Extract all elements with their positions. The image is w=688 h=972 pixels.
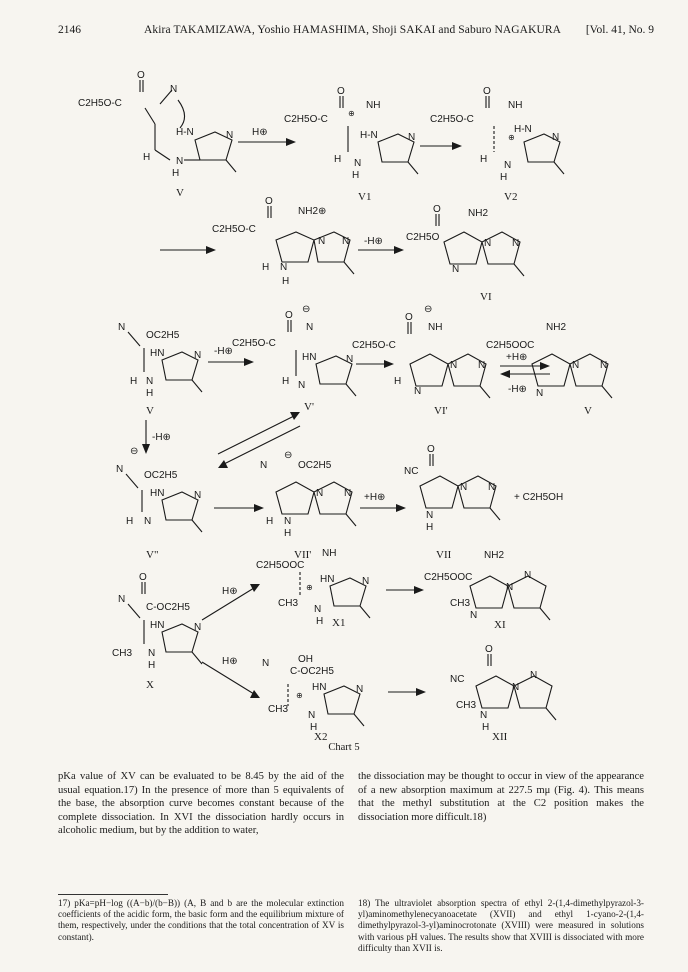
vinyl-h: H bbox=[266, 516, 274, 527]
page-number: 2146 bbox=[58, 24, 81, 36]
ring-nh: H-N bbox=[176, 127, 194, 138]
methyl-label: CH3 bbox=[268, 704, 289, 715]
structure-VI bbox=[406, 204, 524, 276]
label-X: X bbox=[146, 679, 154, 691]
amine-h: H bbox=[282, 276, 290, 287]
amine-n: N bbox=[280, 262, 288, 273]
amine-h: H bbox=[148, 660, 156, 671]
ethoxy-label: OC2H5 bbox=[146, 330, 180, 341]
label-X2: X2 bbox=[314, 731, 328, 740]
label-XI: XI bbox=[494, 619, 506, 631]
structure-X bbox=[112, 572, 202, 671]
carbonyl-o: O bbox=[137, 70, 145, 81]
structure-VII-prime bbox=[260, 450, 356, 539]
amine-h: H bbox=[284, 528, 292, 539]
structure-V2 bbox=[430, 86, 564, 183]
amine-n: N bbox=[426, 510, 434, 521]
vinyl-h: H bbox=[262, 262, 270, 273]
ring-hn: HN bbox=[150, 488, 165, 499]
page-authors: Akira TAKAMIZAWA, Yoshio HAMASHIMA, Shoji SAKAI and Saburo NAGAKURA bbox=[144, 24, 562, 36]
ring-n: N bbox=[488, 482, 496, 493]
carbonyl-o: O bbox=[139, 572, 147, 583]
ester-label: C2H5OOC bbox=[486, 340, 535, 351]
ring-n: N bbox=[450, 360, 458, 371]
label-VII-prime: VII' bbox=[294, 549, 312, 561]
label-V1: V1 bbox=[358, 191, 372, 203]
label-VI: VI bbox=[480, 291, 492, 303]
cation-mark: ⊕ bbox=[306, 583, 313, 592]
nitrile-n: N bbox=[170, 84, 178, 95]
nitrile-n: N bbox=[262, 658, 270, 669]
imine-nh: NH bbox=[508, 100, 523, 111]
ester-label: C2H5OOC bbox=[424, 572, 473, 583]
anion-mark: ⊖ bbox=[284, 450, 293, 461]
amine-n: N bbox=[284, 516, 292, 527]
label-V-right: V bbox=[584, 405, 592, 417]
nitrile-n: N bbox=[116, 464, 124, 475]
vinyl-h: H bbox=[394, 376, 402, 387]
body-text-right: the dissociation may be thought to occur in view of the appearance of a new absorption maximum at 227.5 mμ (Fig. 4). This means that the methyl substitution at the C2 position makes the dissociation more difficult.18) bbox=[358, 771, 644, 823]
anion-mark: ⊖ bbox=[302, 304, 311, 315]
amine-n: N bbox=[176, 156, 184, 167]
amine-nh2-plus: NH2⊕ bbox=[298, 206, 327, 217]
amine-n: N bbox=[144, 516, 152, 527]
ring-n: N bbox=[356, 684, 364, 695]
amine-h: H bbox=[172, 168, 180, 179]
amine-n: N bbox=[308, 710, 316, 721]
amine-h: H bbox=[316, 616, 324, 627]
structure-VI-prime bbox=[352, 304, 490, 398]
amine-h: H bbox=[426, 522, 434, 533]
ring-n: N bbox=[512, 682, 520, 693]
ring-n: N bbox=[530, 670, 538, 681]
ring-n-bottom: N bbox=[452, 264, 460, 275]
reagent-h-plus-lower: H⊕ bbox=[222, 656, 238, 667]
label-VI-prime: VI' bbox=[434, 405, 448, 417]
ester-label: C2H5O bbox=[406, 232, 440, 243]
ring-n: N bbox=[346, 354, 354, 365]
vinyl-h: H bbox=[143, 152, 151, 163]
imine-nh: NH bbox=[428, 322, 443, 333]
ring-n: N bbox=[524, 570, 532, 581]
carbonyl-o: O bbox=[285, 310, 293, 321]
amine-n: N bbox=[480, 710, 488, 721]
ethoxy-label: C-OC2H5 bbox=[146, 602, 190, 613]
ring-n: N bbox=[512, 238, 520, 249]
amine-n: N bbox=[146, 376, 154, 387]
reagent-h-plus: H⊕ bbox=[252, 127, 268, 138]
structure-V-dprime bbox=[116, 446, 202, 532]
amine-h: H bbox=[352, 170, 360, 181]
footnote-rule bbox=[58, 894, 168, 895]
body-text-left: pKa value of XV can be evaluated to be 8.45 by the aid of the usual equation.17) In the presence of more than 5 equivalents of the base, the absorption curve becomes constant because of the complete dissociation. In XVI the dissociation hardly occurs in alcoholic medium, but by the addition to water, bbox=[58, 771, 344, 837]
amine-nh2: NH2 bbox=[484, 550, 505, 561]
carbonyl-o: O bbox=[433, 204, 441, 215]
anion-mark: ⊖ bbox=[424, 304, 433, 315]
ring-n: N bbox=[342, 236, 350, 247]
label-XII: XII bbox=[492, 731, 508, 740]
ring-n: N bbox=[506, 582, 514, 593]
structure-V-prime bbox=[232, 304, 356, 396]
label-V-prime: V' bbox=[304, 401, 314, 413]
reagent-plus-h-plus: +H⊕ bbox=[364, 492, 386, 503]
label-VII: VII bbox=[436, 549, 452, 561]
structure-XII bbox=[450, 644, 556, 733]
page-volume: [Vol. 41, No. 9 bbox=[585, 24, 654, 36]
carbonyl-o: O bbox=[483, 86, 491, 97]
reagent-h-plus-upper: H⊕ bbox=[222, 586, 238, 597]
reagent-minus-h-plus-back: -H⊕ bbox=[508, 384, 527, 395]
ring-n: N bbox=[194, 350, 202, 361]
ring-n: N bbox=[460, 482, 468, 493]
ring-n: N bbox=[572, 360, 580, 371]
label-V-middle: V bbox=[146, 405, 154, 417]
ring-hn: HN bbox=[320, 574, 335, 585]
ring-hn: HN bbox=[302, 352, 317, 363]
nitrile-n: N bbox=[260, 460, 268, 471]
imine-nh: NH bbox=[322, 548, 337, 559]
carbonyl-o: O bbox=[337, 86, 345, 97]
figure-caption: Chart 5 bbox=[328, 742, 360, 753]
amine-nh2: NH2 bbox=[468, 208, 489, 219]
reagent-minus-h-plus: -H⊕ bbox=[364, 236, 383, 247]
amine-n: N bbox=[314, 604, 322, 615]
reagent-minus-h-plus: -H⊕ bbox=[214, 346, 233, 357]
nitrile-n: N bbox=[118, 594, 126, 605]
anion-mark: ⊖ bbox=[130, 446, 139, 457]
amine-h: H bbox=[310, 722, 318, 733]
amine-n: N bbox=[414, 386, 422, 397]
ring-n: N bbox=[194, 490, 202, 501]
structure-V-right bbox=[486, 322, 612, 399]
structure-X1 bbox=[256, 548, 370, 627]
ring-hn: HN bbox=[312, 682, 327, 693]
ring-n: N bbox=[484, 238, 492, 249]
ring-n: N bbox=[344, 488, 352, 499]
ester-label: C2H5O-C bbox=[78, 98, 122, 109]
carbonyl-o: O bbox=[405, 312, 413, 323]
ring-n: N bbox=[478, 360, 486, 371]
nitrile-n: N bbox=[306, 322, 314, 333]
methyl-label: CH3 bbox=[450, 598, 471, 609]
ethoxy-label: C-OC2H5 bbox=[290, 666, 334, 677]
structure-X2 bbox=[262, 654, 364, 733]
ring-n-bottom: N bbox=[470, 610, 478, 621]
amine-h: H bbox=[146, 388, 154, 399]
nitrile-label: NC bbox=[404, 466, 419, 477]
amine-n: N bbox=[354, 158, 362, 169]
ring-n: N bbox=[408, 132, 416, 143]
carbonyl-o: O bbox=[427, 444, 435, 455]
ring-hn: HN bbox=[150, 620, 165, 631]
ester-label: C2H5O-C bbox=[284, 114, 328, 125]
footnote-17: 17) pKa=pH−log ((A−b)/(b−B)) (A, B and b are the molecular extinction coefficients of the acidic form, the basic form and the equilibrium mixture of them, respectively, under the conditions that the total concentration of XV is constant). bbox=[58, 898, 344, 942]
vinyl-h: H bbox=[282, 376, 290, 387]
nitrile-n: N bbox=[118, 322, 126, 333]
ring-n-bottom: N bbox=[536, 388, 544, 399]
ring-nh: H-N bbox=[360, 130, 378, 141]
ethanol-byproduct: + C2H5OH bbox=[514, 492, 564, 503]
amine-n3: N bbox=[504, 160, 512, 171]
structure-V-top bbox=[78, 70, 236, 179]
amine-h: H bbox=[482, 722, 490, 733]
amine-n: N bbox=[148, 648, 156, 659]
ethoxy-label: OC2H5 bbox=[298, 460, 332, 471]
footnote-18: 18) The ultraviolet absorption spectra of ethyl 2-(1,4-dimethylpyrazol-3-yl)aminomethylenecyanoacetate (XVII) and ethyl 1-cyano-2-(1,4-dimethylpyrazol-3-yl)aminocrotonate (XVIII) were measured in solutions with various pH values. The results show that XVIII is dissociated with more difficulty than XVII is. bbox=[358, 898, 644, 953]
amine-n: N bbox=[298, 380, 306, 391]
structure-VI-intermediate bbox=[212, 196, 354, 287]
vinyl-h: H bbox=[126, 516, 134, 527]
vinyl-h: H bbox=[130, 376, 138, 387]
cation-mark: ⊕ bbox=[348, 109, 355, 118]
ester-label: C2H5O-C bbox=[430, 114, 474, 125]
ring-n: N bbox=[194, 622, 202, 633]
ring-n: N bbox=[316, 488, 324, 499]
ring-hn: HN bbox=[150, 348, 165, 359]
methyl-label: CH3 bbox=[456, 700, 477, 711]
reagent-minus-h-plus: -H⊕ bbox=[152, 432, 171, 443]
ester-label: C2H5O-C bbox=[352, 340, 396, 351]
structure-V-middle bbox=[118, 322, 202, 399]
carbonyl-o: O bbox=[265, 196, 273, 207]
label-V: V bbox=[176, 187, 184, 199]
label-V-dprime: V" bbox=[146, 549, 159, 561]
amine-h: H bbox=[500, 172, 508, 183]
label-V2: V2 bbox=[504, 191, 518, 203]
label-X1: X1 bbox=[332, 617, 346, 629]
ethoxy-label: OC2H5 bbox=[144, 470, 178, 481]
ester-label: C2H5O-C bbox=[212, 224, 256, 235]
hydroxyl-label: OH bbox=[298, 654, 313, 665]
ester-label: C2H5O-C bbox=[232, 338, 276, 349]
structure-VII bbox=[404, 444, 500, 533]
nitrile-label: NC bbox=[450, 674, 465, 685]
vinyl-h: H bbox=[480, 154, 488, 165]
vinyl-h: H bbox=[334, 154, 342, 165]
ring-n2: N bbox=[552, 132, 560, 143]
ring-nh: H-N bbox=[514, 124, 532, 135]
cation-mark: ⊕ bbox=[508, 133, 515, 142]
amine-nh2: NH2 bbox=[546, 322, 567, 333]
methyl-label: CH3 bbox=[278, 598, 299, 609]
methyl-label: CH3 bbox=[112, 648, 133, 659]
ring-n: N bbox=[600, 360, 608, 371]
ester-label: C2H5OOC bbox=[256, 560, 305, 571]
reagent-plus-h-plus: +H⊕ bbox=[506, 352, 528, 363]
ring-n: N bbox=[318, 236, 326, 247]
ring-n: N bbox=[226, 130, 234, 141]
cation-mark: ⊕ bbox=[296, 691, 303, 700]
imine-nh: NH bbox=[366, 100, 381, 111]
carbonyl-o: O bbox=[485, 644, 493, 655]
structure-V1 bbox=[284, 86, 418, 181]
ring-n: N bbox=[362, 576, 370, 587]
